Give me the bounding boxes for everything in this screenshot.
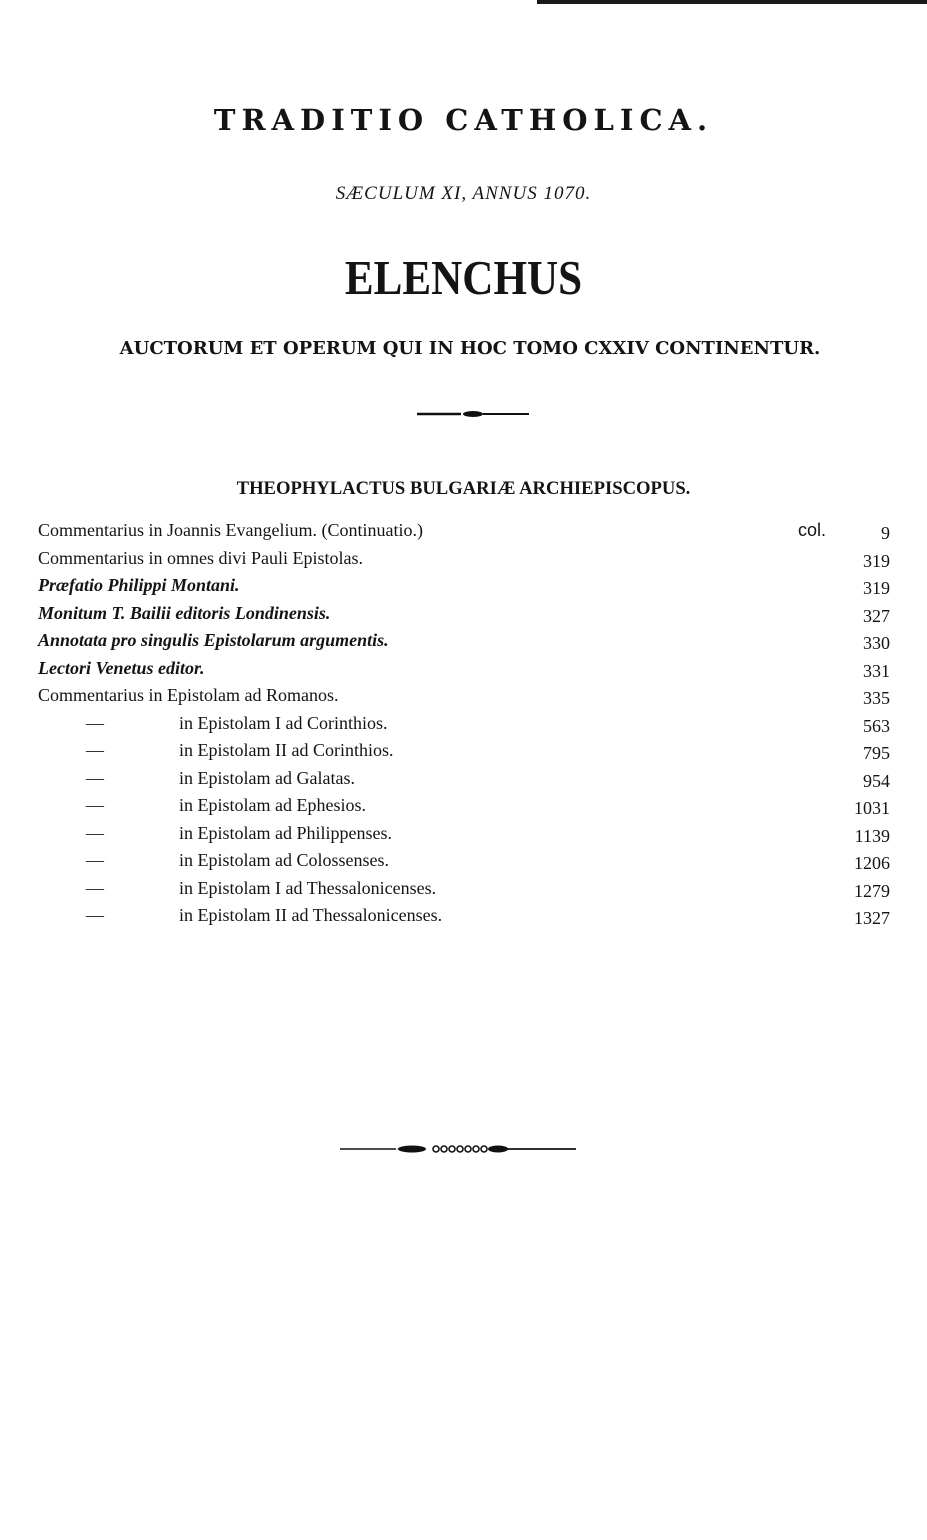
toc-row — [38, 792, 890, 820]
ornament-divider-large — [340, 1140, 576, 1158]
toc-subentry-title: in Epistolam I ad Thessalonicenses. — [179, 877, 437, 898]
ditto-dash: — — [86, 822, 104, 843]
toc-entry-page: 331 — [863, 660, 890, 681]
ditto-dash: — — [86, 877, 104, 898]
toc-row — [38, 572, 890, 600]
toc-row — [38, 600, 890, 628]
toc-row — [38, 875, 890, 903]
toc-entry-page: 1206 — [854, 853, 890, 873]
ditto-dash: — — [86, 767, 104, 788]
toc-entry-page: 335 — [863, 688, 890, 708]
toc-entry-title: Commentarius in Epistolam ad Romanos. — [38, 685, 339, 705]
toc-subentry-title: in Epistolam ad Ephesios. — [179, 795, 366, 815]
toc-entry-title: Lectori Venetus editor. — [38, 657, 205, 678]
ditto-dash: — — [86, 712, 104, 733]
toc-subentry-title: in Epistolam ad Philippenses. — [179, 822, 392, 843]
toc-subentry-title: in Epistolam ad Galatas. — [179, 767, 355, 788]
ditto-dash: — — [86, 740, 104, 760]
toc-row — [38, 847, 890, 875]
toc-subentry-title: in Epistolam II ad Thessalonicenses. — [179, 905, 443, 925]
toc-subentry-title: in Epistolam II ad Corinthios. — [179, 740, 394, 760]
toc-row — [38, 655, 890, 683]
toc-entry-page: 9 — [881, 523, 890, 543]
toc-row — [38, 682, 890, 710]
toc-subentry-title: in Epistolam I ad Corinthios. — [179, 712, 388, 733]
toc-entry-title: Præfatio Philippi Montani. — [38, 575, 240, 595]
col-label: col. — [798, 520, 827, 540]
ditto-dash: — — [86, 795, 104, 815]
toc-entry-page: 954 — [863, 770, 890, 791]
toc-entry-page: 1327 — [854, 908, 890, 928]
ditto-dash: — — [86, 905, 104, 925]
toc-row — [38, 737, 890, 765]
toc-entry-page: 795 — [863, 743, 890, 763]
header-saeculum: SÆCULUM XI, ANNUS 1070. — [335, 183, 592, 204]
toc-entry-page: 1031 — [854, 798, 890, 818]
toc-row — [38, 517, 890, 545]
toc-entry-page: 327 — [863, 605, 890, 626]
toc-entry-page: 330 — [863, 633, 890, 653]
toc-subentry-title: in Epistolam ad Colossenses. — [179, 850, 389, 870]
toc-row — [38, 820, 890, 848]
ornament-divider-small — [417, 404, 529, 424]
toc-entry-page: 563 — [863, 715, 890, 736]
top-rule — [537, 0, 927, 4]
section-author: THEOPHYLACTUS BULGARIÆ ARCHIEPISCOPUS. — [236, 478, 691, 499]
toc-entry-title: Annotata pro singulis Epistolarum argumentis. — [38, 630, 389, 650]
header-traditio: TRADITIO CATHOLICA. — [213, 103, 714, 137]
page-title: ELENCHUS — [344, 250, 583, 305]
toc-entry-title: Commentarius in Joannis Evangelium. (Continuatio.) — [38, 520, 423, 540]
toc-entry-title: Commentarius in omnes divi Pauli Epistolas. — [38, 547, 363, 568]
toc-entry-page: 319 — [863, 550, 890, 571]
toc-row — [38, 765, 890, 793]
table-of-contents — [38, 517, 890, 930]
toc-row — [38, 902, 890, 930]
toc-entry-page: 319 — [863, 578, 890, 598]
toc-row — [38, 710, 890, 738]
toc-entry-title: Monitum T. Bailii editoris Londinensis. — [38, 602, 331, 623]
toc-entry-page: 1279 — [854, 880, 890, 901]
toc-row — [38, 545, 890, 573]
page-subtitle: AUCTORUM ET OPERUM QUI IN HOC TOMO CXXIV CONTINENTUR. — [119, 338, 821, 359]
ditto-dash: — — [86, 850, 104, 870]
toc-entry-page: 1139 — [854, 825, 890, 846]
toc-row — [38, 627, 890, 655]
